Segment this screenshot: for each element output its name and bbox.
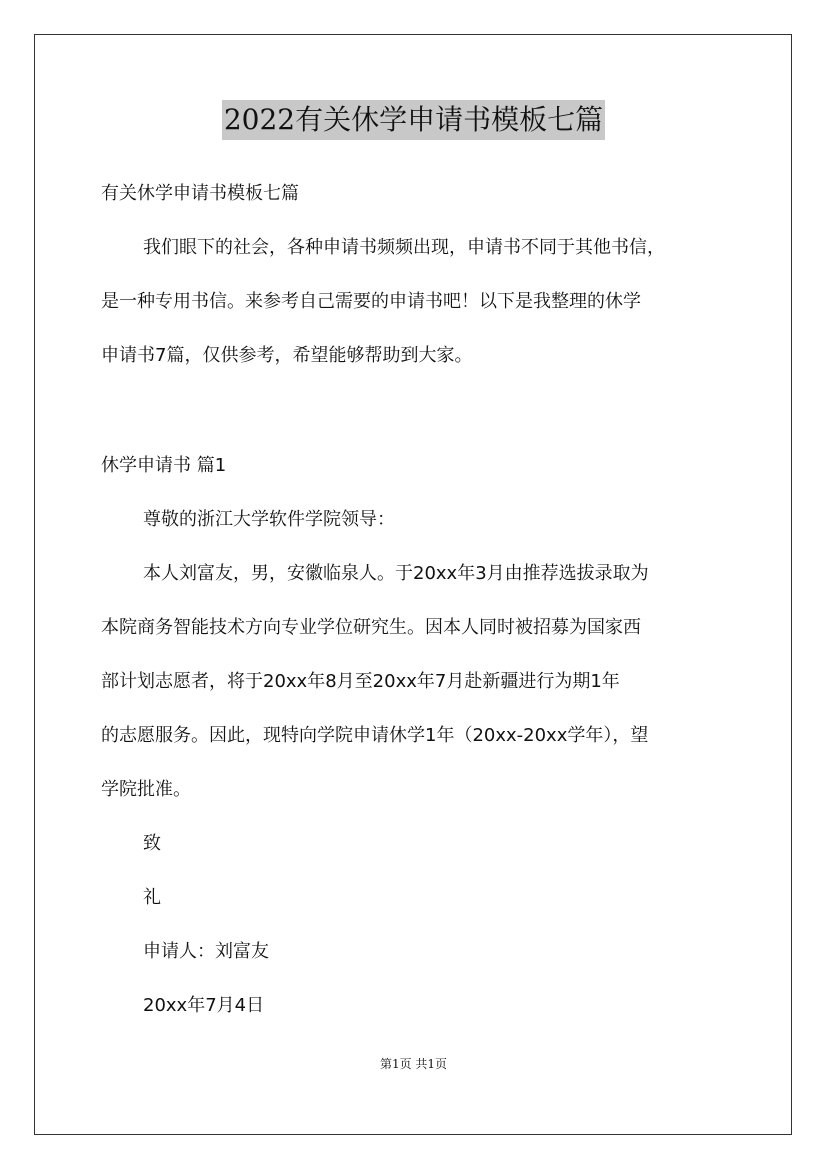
- title-container: [0, 100, 827, 140]
- body-line-5: 学院批准。: [101, 779, 191, 800]
- document-subtitle: 有关休学申请书模板七篇: [101, 183, 299, 204]
- section-heading: 休学申请书 篇1: [101, 455, 227, 476]
- document-title: 2022有关休学申请书模板七篇: [222, 100, 605, 140]
- salutation: 尊敬的浙江大学软件学院领导：: [143, 509, 395, 530]
- closing-li: 礼: [143, 887, 161, 908]
- intro-line-1: 我们眼下的社会，各种申请书频频出现，申请书不同于其他书信，: [143, 237, 665, 258]
- closing-zhi: 致: [143, 833, 161, 854]
- intro-line-2: 是一种专用书信。来参考自己需要的申请书吧！以下是我整理的休学: [101, 291, 641, 312]
- page-footer: [0, 1056, 827, 1072]
- body-line-4: 的志愿服务。因此，现特向学院申请休学1年（20xx-20xx学年），望: [101, 725, 649, 746]
- applicant-signature: 申请人：刘富友: [143, 941, 269, 962]
- intro-line-3: 申请书7篇，仅供参考，希望能够帮助到大家。: [101, 345, 473, 366]
- application-date: 20xx年7月4日: [143, 995, 265, 1016]
- page-number: 第1页 共1页: [379, 1057, 448, 1071]
- body-line-2: 本院商务智能技术方向专业学位研究生。因本人同时被招募为国家西: [101, 617, 641, 638]
- body-line-1: 本人刘富友，男，安徽临泉人。于20xx年3月由推荐选拔录取为: [143, 563, 649, 584]
- body-line-3: 部计划志愿者，将于20xx年8月至20xx年7月赴新疆进行为期1年: [101, 671, 620, 692]
